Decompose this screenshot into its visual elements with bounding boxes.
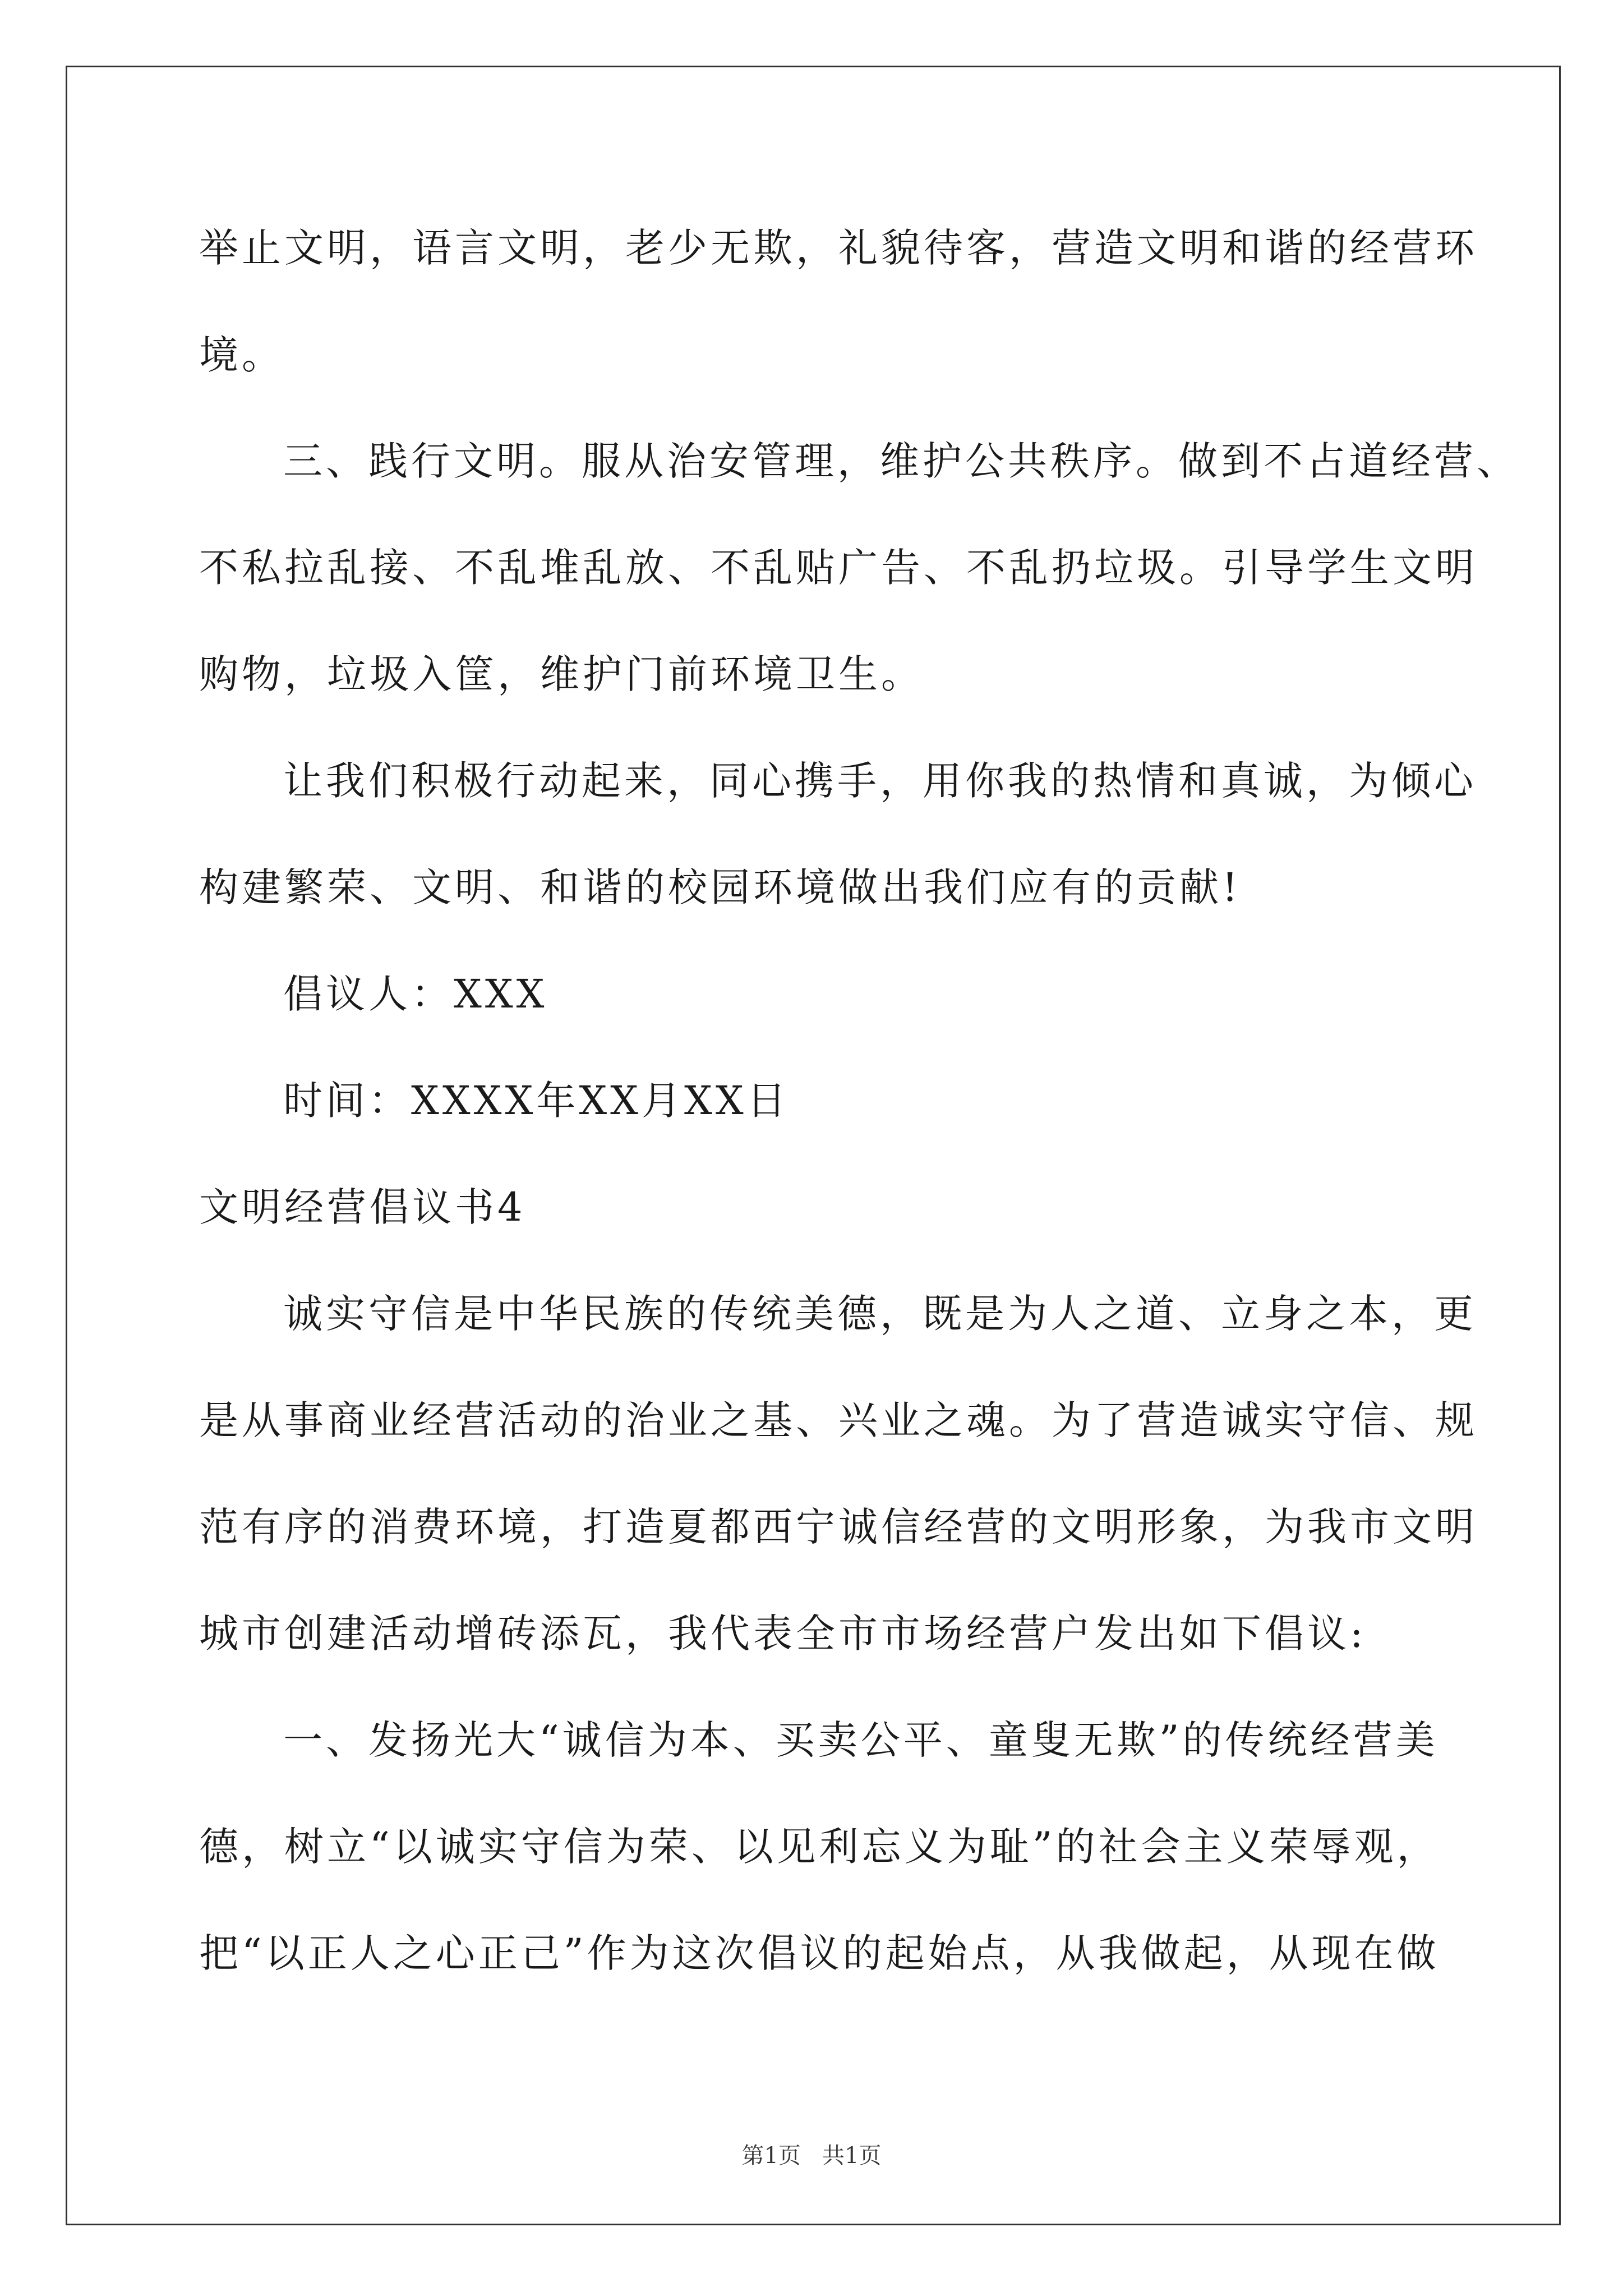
body-text-line: 诚实守信是中华民族的传统美德，既是为人之道、立身之本，更 bbox=[283, 1291, 1477, 1337]
body-text-line: 是从事商业经营活动的治业之基、兴业之魂。为了营造诚实守信、规 bbox=[199, 1397, 1478, 1443]
body-text-line: 不私拉乱接、不乱堆乱放、不乱贴广告、不乱扔垃圾。引导学生文明 bbox=[199, 545, 1478, 591]
body-text-line: 购物，垃圾入筐，维护门前环境卫生。 bbox=[199, 651, 924, 697]
date-line: 时间：XXXX年XX月XX日 bbox=[283, 1078, 790, 1124]
body-text-line: 范有序的消费环境，打造夏都西宁诚信经营的文明形象，为我市文明 bbox=[199, 1504, 1478, 1550]
body-text-line: 德，树立“以诚实守信为荣、以见利忘义为耻”的社会主义荣辱观， bbox=[199, 1824, 1440, 1870]
page-number-footer: 第1页 共1页 bbox=[741, 2143, 882, 2169]
body-text-line: 举止文明，语言文明，老少无欺，礼貌待客，营造文明和谐的经营环 bbox=[199, 225, 1478, 271]
body-text-line: 让我们积极行动起来，同心携手，用你我的热情和真诚，为倾心 bbox=[283, 758, 1477, 804]
body-text-line: 城市创建活动增砖添瓦，我代表全市市场经营户发出如下倡议: bbox=[199, 1611, 1367, 1657]
body-text-line: 把“以正人之心正己”作为这次倡议的起始点，从我做起，从现在做 bbox=[199, 1930, 1440, 1976]
page-border bbox=[66, 66, 1561, 2225]
body-text-line: 一、发扬光大“诚信为本、买卖公平、童叟无欺”的传统经营美 bbox=[283, 1717, 1438, 1763]
body-text-line: 构建繁荣、文明、和谐的校园环境做出我们应有的贡献! bbox=[199, 864, 1242, 910]
section-heading: 文明经营倡议书4 bbox=[199, 1184, 526, 1230]
signatory-line: 倡议人：XXX bbox=[283, 971, 548, 1017]
body-text-line: 境。 bbox=[199, 332, 284, 378]
body-text-line: 三、践行文明。服从治安管理，维护公共秩序。做到不占道经营、 bbox=[283, 438, 1519, 484]
